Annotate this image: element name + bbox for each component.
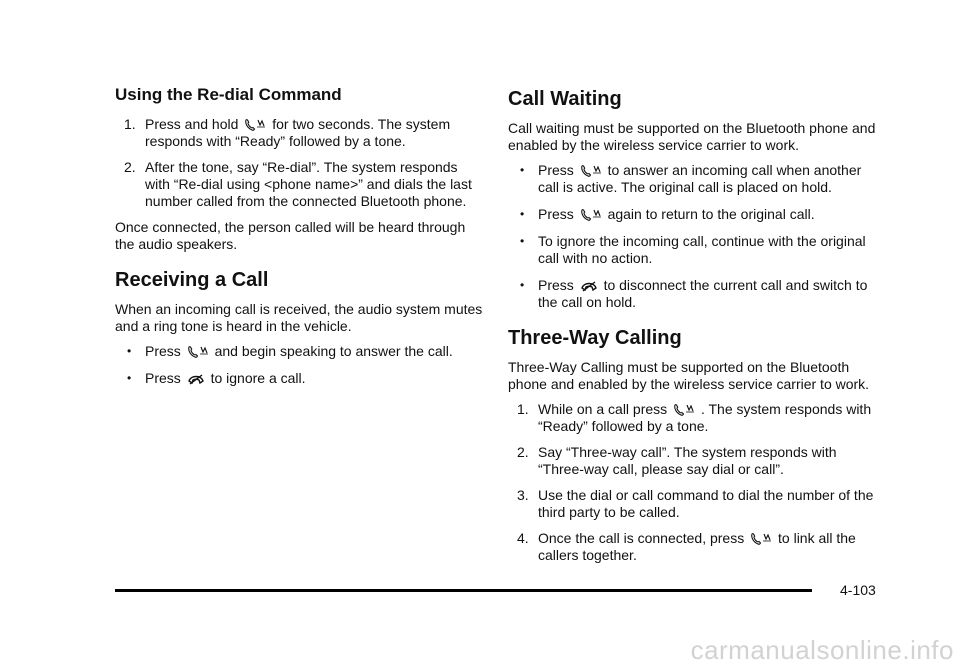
- three-way-heading: Three-Way Calling: [508, 327, 682, 349]
- push-to-talk-icon: [244, 117, 266, 131]
- list-item: • Press to disconnect the current call and switch to the call on hold.: [520, 277, 868, 310]
- left-column: [115, 84, 485, 397]
- watermark: carmanualsonline.info: [690, 635, 954, 665]
- redial-after-text: Once connected, the person called will be heard through the audio speakers.: [115, 219, 466, 252]
- list-item: • Press to ignore a call.: [127, 370, 306, 386]
- list-item: 3. Use the dial or call command to dial the number of the third party to be called.: [517, 487, 874, 520]
- list-item: • Press to answer an incoming call when another call is active. The original call is placed on hold.: [520, 162, 862, 195]
- footer-rule: [115, 589, 812, 592]
- receiving-intro: When an incoming call is received, the audio system mutes and a ring tone is heard in the vehicle.: [115, 301, 483, 334]
- push-to-talk-icon: [750, 531, 772, 545]
- call-waiting-bullets: [508, 162, 883, 311]
- page-number: 4-103: [840, 582, 876, 598]
- push-to-talk-icon: [580, 207, 602, 221]
- list-item: 2. Say “Three-way call”. The system responds with “Three-way call, please say dial or call”.: [517, 444, 837, 477]
- end-call-icon: [187, 371, 205, 385]
- list-item: 2. After the tone, say “Re-dial”. The system responds with “Re-dial using <phone name>” and dials the last number called from the connected Bluetooth phone.: [124, 159, 472, 209]
- three-way-intro: Three-Way Calling must be supported on the Bluetooth phone and enabled by the wireless service carrier to work.: [508, 359, 870, 392]
- call-waiting-heading: Call Waiting: [508, 88, 622, 110]
- push-to-talk-icon: [580, 163, 602, 177]
- end-call-icon: [580, 278, 598, 292]
- list-item: • Press and begin speaking to answer the call.: [127, 343, 453, 359]
- three-way-steps: [508, 401, 883, 564]
- list-item: • Press again to return to the original call.: [520, 206, 815, 222]
- list-item: 1. Press and hold for two seconds. The system responds with “Ready” followed by a tone.: [124, 116, 451, 149]
- list-item: • To ignore the incoming call, continue with the original call with no action.: [520, 233, 866, 266]
- list-item: 1. While on a call press . The system responds with “Ready” followed by a tone.: [517, 401, 872, 434]
- redial-steps: [115, 116, 485, 210]
- right-column: [508, 86, 883, 573]
- call-waiting-intro: Call waiting must be supported on the Bluetooth phone and enabled by the wireless service carrier to work.: [508, 120, 876, 153]
- receiving-heading: Receiving a Call: [115, 269, 269, 291]
- push-to-talk-icon: [673, 402, 695, 416]
- push-to-talk-icon: [187, 344, 209, 358]
- list-item: 4. Once the call is connected, press to link all the callers together.: [517, 530, 856, 563]
- redial-heading: Using the Re-dial Command: [115, 85, 342, 104]
- receiving-bullets: [115, 343, 485, 387]
